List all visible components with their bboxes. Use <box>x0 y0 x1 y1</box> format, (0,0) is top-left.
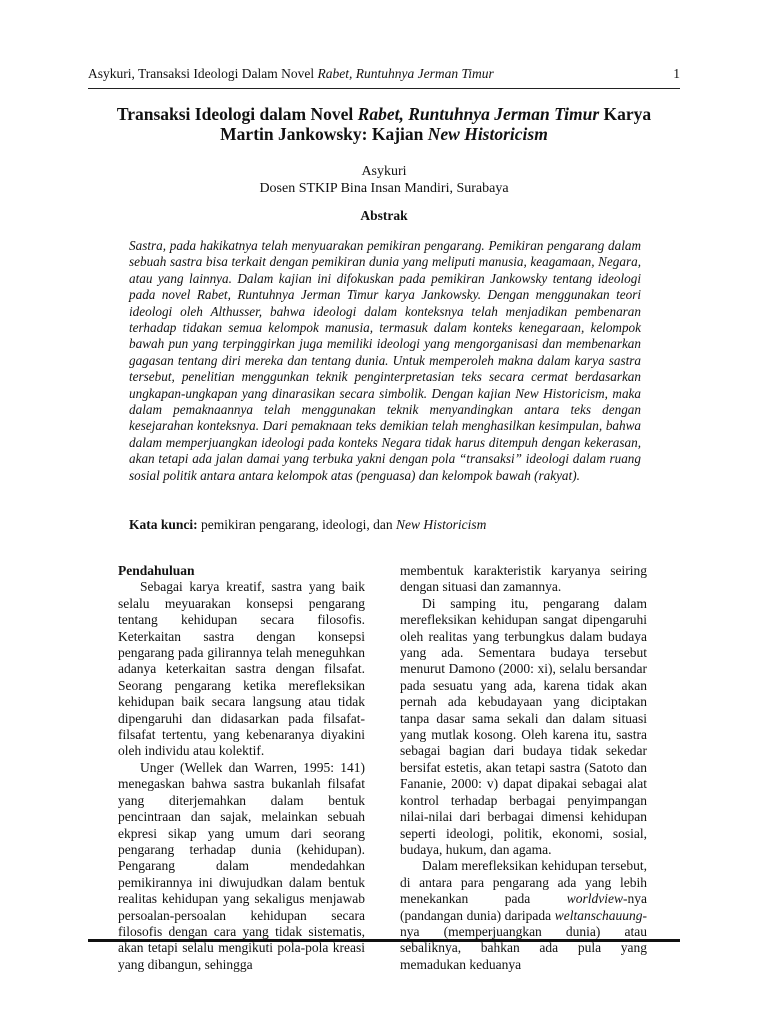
paragraph: membentuk karakteristik karyanya seiring dengan situasi dan zamannya. <box>400 563 647 595</box>
keywords: Kata kunci: pemikiran pengarang, ideologi, dan New Historicism <box>129 517 487 532</box>
abstract-heading: Abstrak <box>360 208 408 223</box>
body-column-right <box>400 563 647 973</box>
section-heading: Pendahuluan <box>118 563 195 578</box>
running-head-title: Asykuri, Transaksi Ideologi Dalam Novel Rabet, Runtuhnya Jerman Timur <box>88 66 494 81</box>
abstract-text: Sastra, pada hakikatnya telah menyuarakan pemikiran pengarang. Pemikiran pengarang dalam sebuah sastra bisa terkait dengan pemikiran dunia yang meliputi manusia, keagamaan, Negara, atau yang lainnya. Dalam kajian ini difokuskan pada pemikiran Jankowsky tentang ideologi pada novel Rabet, Runtuhnya Jerman Timur karya Jankowsky. Dengan menggunakan teori ideologi oleh Althusser, bahwa ideologi dalam konteksnya telah menjadikan pembenaran terhadap tidakan semua kelompok manusia, termasuk dalam konteks kenegaraan, kelompok bawah pun yang terpinggirkan juga memiliki ideologi yang mengorganisasi dan membenarkan gagasan tentang diri mereka dan tentang dunia. Untuk memperoleh makna dalam karya sastra tersebut, penelitian menggunkan teknik penginterpretasian teks secara cermat berdasarkan ungkapan-ungkapan yang dinarasikan secara simbolik. Dengan kajian New Historicism, maka dalam pemaknaannya telah menggunakan teknik menyandingkan antara teks dengan kesejarahan konteksnya. Dari pemaknaan teks demikian telah menghasilkan kesimpulan, bahwa dalam memperjuangkan ideologi pada konteks Negara tidak harus ditempuh dengan kekerasan, akan tetapi ada jalan damai yang terbuka yakni dengan pola “transaksi” ideologi dalam ruang sosial politik antara antara kelompok atas (penguasa) dan kelompok bawah (rakyat). <box>129 238 641 483</box>
body-column-left <box>118 563 365 973</box>
header-divider <box>88 88 680 89</box>
author-name: Asykuri <box>361 164 407 179</box>
page-number: 1 <box>673 66 680 81</box>
paragraph: Sebagai karya kreatif, sastra yang baik selalu meyuarakan konsepsi pengarang tentang kehidupan secara filosofis. Keterkaitan sastra dengan konsepsi pengarang pada gilirannya telah meneguhkan adanya keterkaitan sastra dengan filsafat. Seorang pengarang ketika merefleksikan kehidupan baik secara langsung atau tidak dipengaruhi dan didasarkan pada filsafat-filsafat tertentu, yang kebenaranya diyakini oleh individu atau kolektif. <box>118 579 365 759</box>
paragraph: Unger (Wellek dan Warren, 1995: 141) menegaskan bahwa sastra bukanlah filsafat yang diterjemahkan dalam bentuk pencintraan dan sajak, melainkan sebuah ekpresi sikap yang umum dari seorang pengarang terhadap dunia (kehidupan). Pengarang dalam mendedahkan pemikirannya ini diwujudkan dalam bentuk realitas kehidupan yang sekaligus menjawab persoalan-persoalan kehidupan secara filosofis dengan cara yang tidak sistematis, akan tetapi selalu mengikuti pola-pola kreasi yang dibangun, sehingga <box>118 759 365 972</box>
footer-divider <box>88 939 680 942</box>
paragraph: Dalam merefleksikan kehidupan tersebut, di antara para pengarang ada yang lebih menekankan pada worldview-nya (pandangan dunia) daripada weltanschauung-nya (memperjuangkan dunia) atau sebaliknya, bahkan ada pula yang memadukan keduanya <box>400 858 647 972</box>
author-block <box>90 163 678 197</box>
keywords-label: Kata kunci: <box>129 517 198 532</box>
paragraph: Di samping itu, pengarang dalam merefleksikan kehidupan sangat dipengaruhi oleh realitas yang terbungkus dalam budaya yang ada. Sementara budaya tersebut menurut Damono (2000: xi), selalu bersandar pada sesuatu yang ada, karena tidak akan pernah ada kebudayaan yang diciptakan tanpa dasar sama sekali dan dalam situasi yang mutlak kosong. Oleh karena itu, sastra sebagai bagian dari budaya tidak sekedar bersifat estetis, akan tetapi sastra (Satoto dan Fananie, 2000: v) dapat dipakai sebagai alat kontrol terhadap berbagai penyimpangan nilai-nilai dari berbagai dimensi kehidupan seperti ideologi, politik, ekonomi, sosial, budaya, hukum, dan agama. <box>400 595 647 857</box>
paper-title: Transaksi Ideologi dalam Novel Rabet, Runtuhnya Jerman Timur Karya Martin Jankowsky: Kajian New Historicism <box>116 104 652 144</box>
author-affiliation: Dosen STKIP Bina Insan Mandiri, Surabaya <box>259 181 509 196</box>
running-head <box>88 66 680 86</box>
